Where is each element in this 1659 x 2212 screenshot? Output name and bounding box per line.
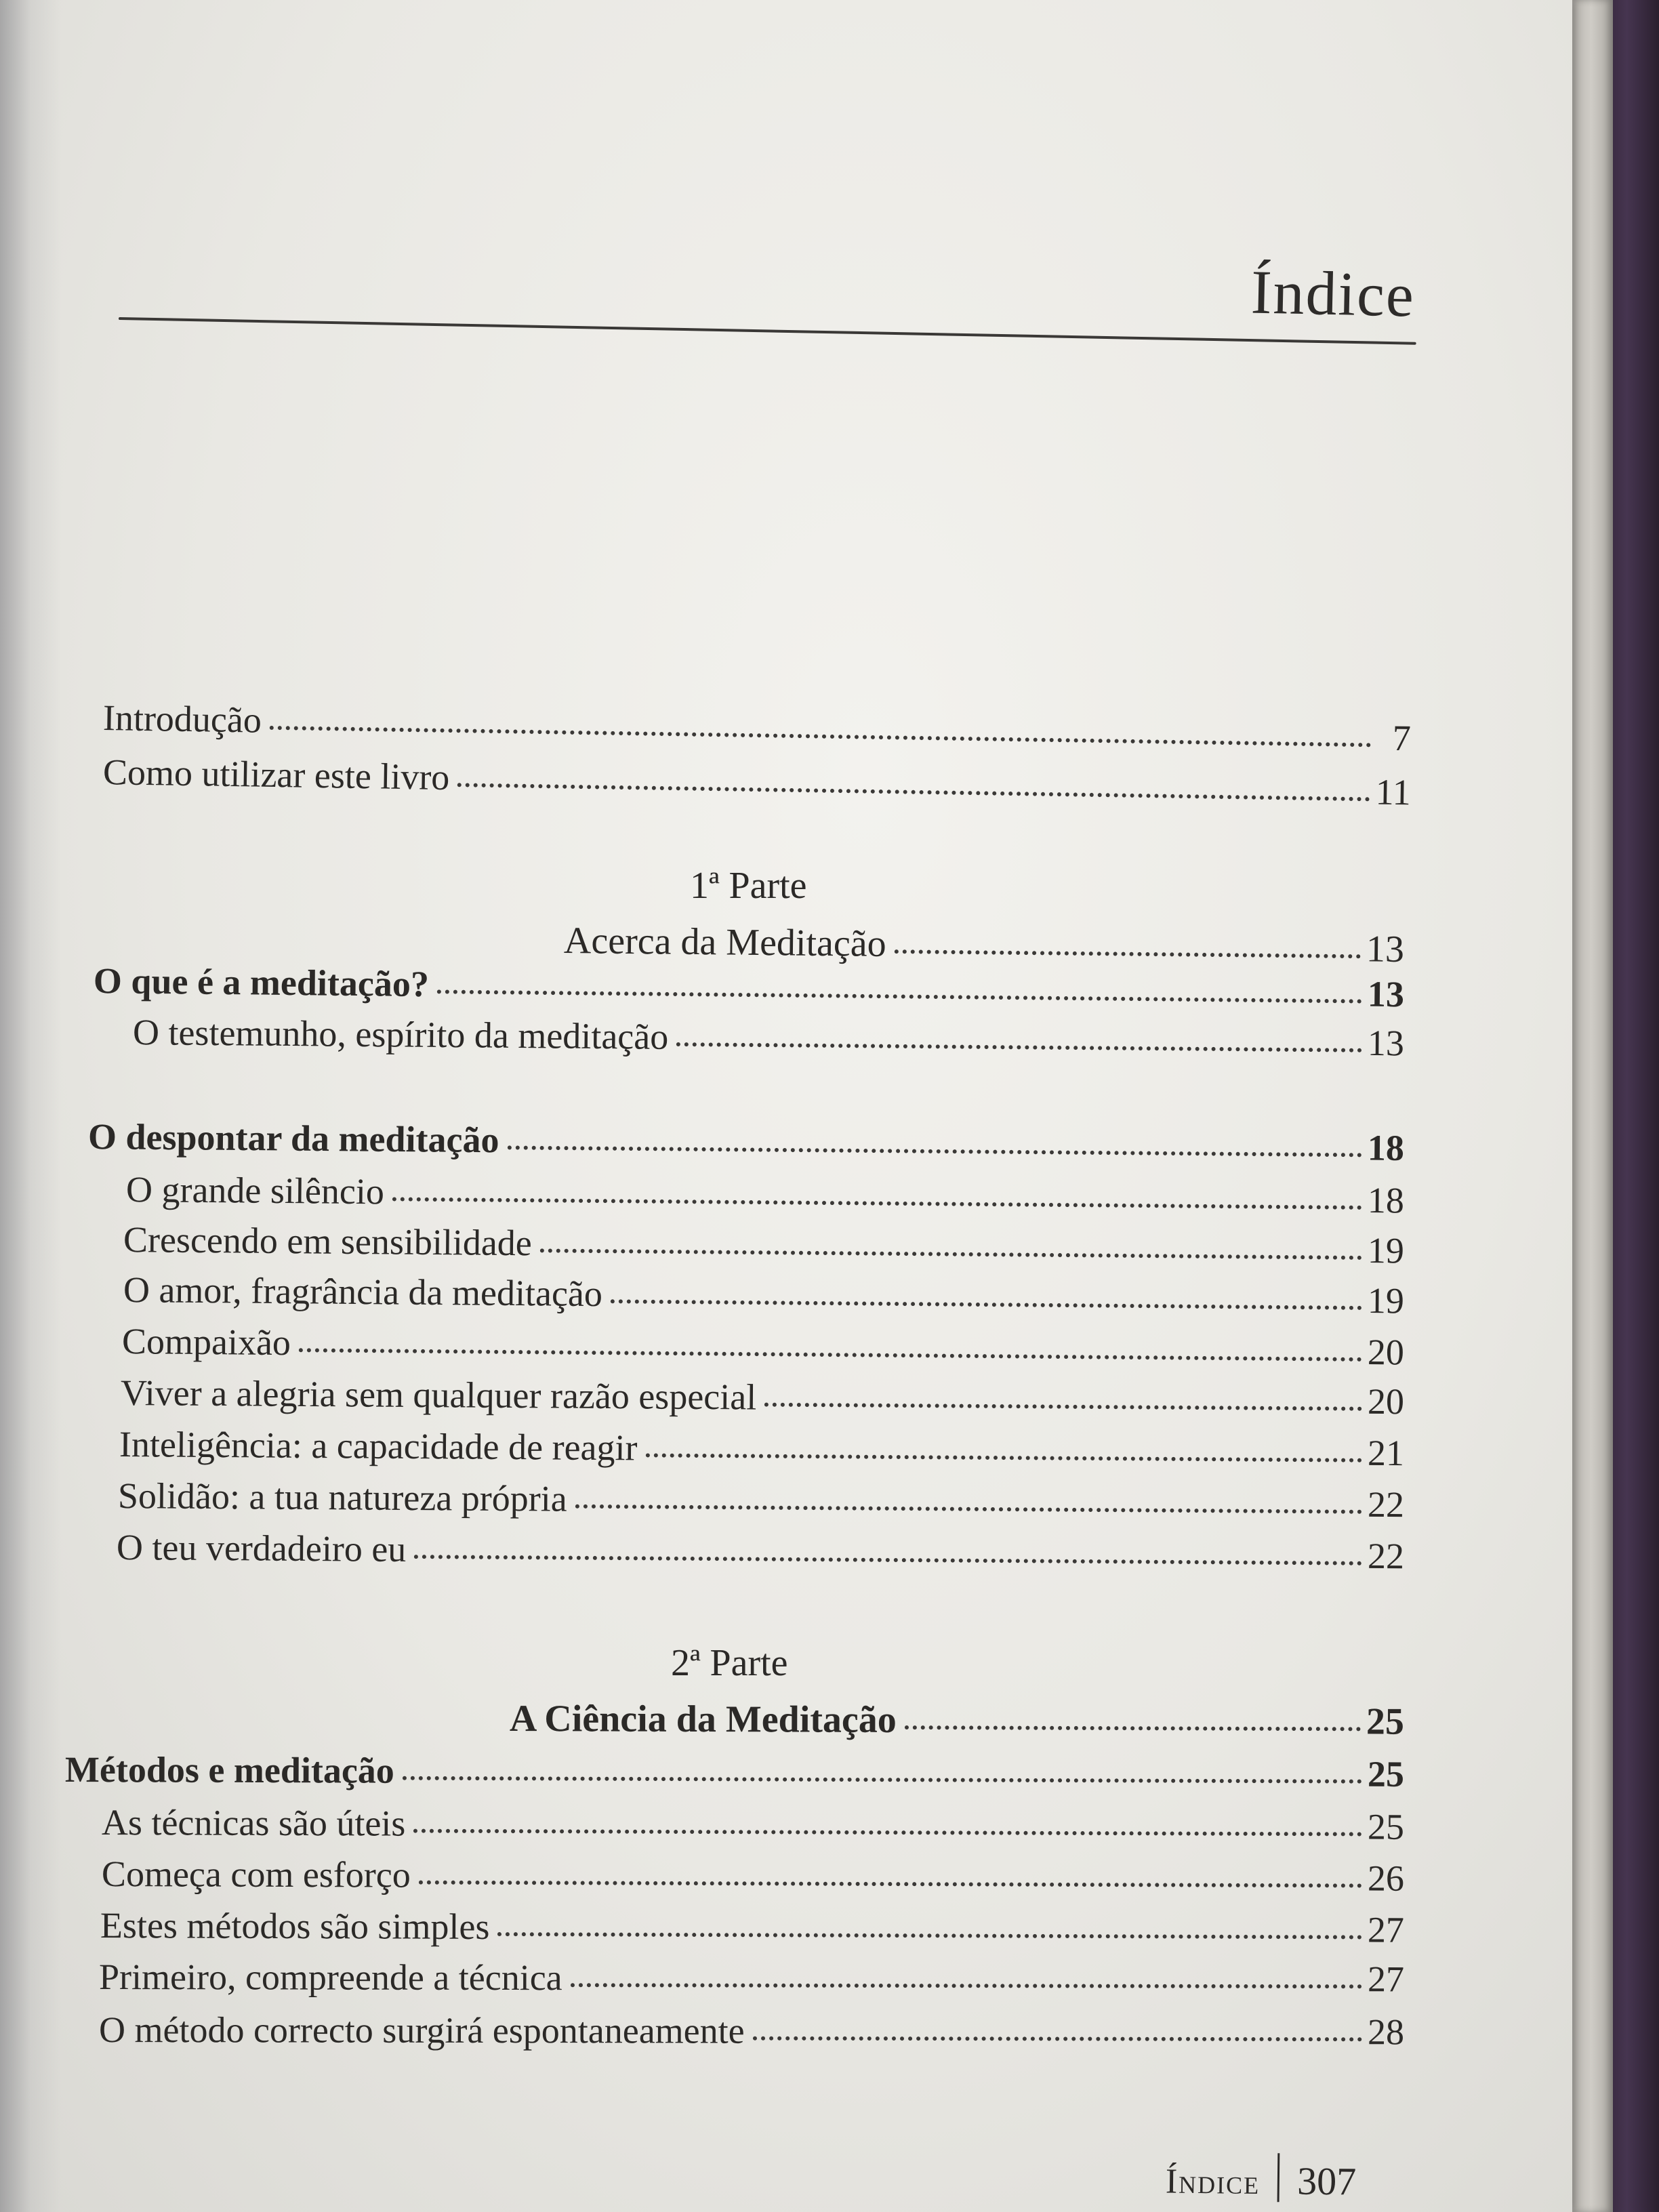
toc-section-label: O que é a meditação? (93, 960, 430, 1005)
dot-leader (753, 2036, 1362, 2042)
toc-entry-page: 20 (1367, 1332, 1405, 1373)
toc-entry-page: 19 (1367, 1230, 1405, 1271)
toc-entry-page: 7 (1392, 717, 1412, 759)
dot-leader (437, 989, 1362, 1003)
toc-entry-metodos-simples[interactable] (100, 1907, 1404, 1948)
dot-leader (905, 1725, 1361, 1731)
toc-entry-label: Inteligência: a capacidade de reagir (119, 1424, 638, 1469)
part-2-title-entry[interactable] (510, 1700, 1404, 1741)
dot-leader (507, 1145, 1361, 1157)
toc-entry-amor[interactable] (123, 1269, 1405, 1322)
toc-entry-page: 28 (1367, 2011, 1405, 2053)
footer-page-number: 307 (1296, 2158, 1357, 2204)
toc-entry-metodo-correcto[interactable] (98, 2009, 1405, 2053)
toc-entry-solidao[interactable] (118, 1477, 1404, 1523)
toc-entry-viver-alegria[interactable] (121, 1374, 1404, 1420)
dot-leader (270, 726, 1372, 747)
dot-leader (676, 1042, 1362, 1052)
toc-section-metodos[interactable] (65, 1751, 1404, 1793)
toc-entry-page: 11 (1375, 771, 1412, 813)
toc-entry-page: 22 (1367, 1483, 1405, 1525)
dot-leader (540, 1248, 1362, 1260)
toc-entry-page: 27 (1367, 1959, 1405, 2000)
toc-entry-page: 20 (1367, 1380, 1405, 1422)
toc-section-despontar[interactable] (88, 1118, 1404, 1166)
dot-leader (413, 1829, 1362, 1837)
toc-entry-comeca-esforco[interactable] (101, 1853, 1405, 1899)
toc-entry-grande-silencio[interactable] (125, 1169, 1405, 1221)
dot-leader (575, 1504, 1362, 1514)
toc-entry-page: 22 (1367, 1535, 1405, 1577)
dot-leader (414, 1555, 1362, 1565)
dot-leader (764, 1403, 1362, 1411)
part-title-label: A Ciência da Meditação (509, 1698, 897, 1741)
part-2-number: 2ª Parte (671, 1642, 788, 1684)
dot-leader (419, 1881, 1362, 1888)
toc-entry-label: Primeiro, compreende a técnica (98, 1957, 562, 1999)
toc-entry-compaixao[interactable] (122, 1323, 1404, 1371)
footer-label: Índice (1165, 2162, 1261, 2202)
dot-leader (571, 1983, 1362, 1988)
toc-entry-label: Estes métodos são simples (100, 1905, 490, 1948)
toc-entry-compreende-tecnica[interactable] (98, 1957, 1405, 2000)
toc-entry-label: Crescendo em sensibilidade (123, 1219, 533, 1264)
toc-entry-page: 25 (1367, 1806, 1405, 1847)
toc-entry-label: Como utilizar este livro (102, 752, 450, 798)
toc-entry-page: 13 (1366, 928, 1405, 970)
toc-entry-page: 18 (1367, 1179, 1405, 1221)
toc-entry-page: 25 (1366, 1700, 1405, 1743)
toc-entry-label: Viver a alegria sem qualquer razão especial (120, 1372, 757, 1418)
part-title-label: Acerca da Meditação (563, 920, 887, 965)
toc-entry-sensibilidade[interactable] (123, 1221, 1404, 1269)
toc-entry-label: O grande silêncio (125, 1169, 385, 1212)
toc-entry-page: 21 (1367, 1432, 1405, 1474)
dot-leader (645, 1453, 1361, 1462)
toc-section-label: Métodos e meditação (64, 1749, 394, 1791)
toc-section-o-que-e[interactable] (93, 960, 1405, 1015)
dot-leader (457, 783, 1370, 801)
dot-leader (611, 1299, 1362, 1310)
toc-entry-verdadeiro-eu[interactable] (116, 1527, 1405, 1577)
dot-leader (299, 1348, 1362, 1361)
toc-entry-label: Compaixão (121, 1321, 291, 1364)
toc-section-label: O despontar da meditação (87, 1116, 499, 1161)
page-title: Índice (1250, 257, 1416, 330)
toc-entry-label: O método correcto surgirá espontaneamente (98, 2009, 745, 2051)
toc-entry-page: 13 (1367, 1022, 1405, 1064)
toc-entry-label: O teu verdadeiro eu (116, 1527, 407, 1570)
toc-entry-tecnicas-uteis[interactable] (102, 1804, 1404, 1845)
toc-entry-label: Começa com esforço (101, 1853, 411, 1896)
toc-entry-introducao[interactable] (102, 697, 1412, 759)
part-1-title-entry[interactable] (564, 922, 1405, 968)
part-1-number: 1ª Parte (690, 865, 807, 907)
toc-entry-page: 27 (1367, 1909, 1405, 1950)
toc-entry-page: 25 (1367, 1753, 1405, 1795)
footer-divider (1277, 2153, 1280, 2202)
toc-entry-page: 13 (1367, 973, 1405, 1015)
toc-entry-label: Introdução (102, 697, 262, 741)
toc-entry-como-utilizar[interactable] (103, 754, 1412, 811)
toc-entry-testemunho[interactable] (132, 1012, 1405, 1064)
page-footer (1166, 2144, 1357, 2205)
dot-leader (895, 949, 1361, 958)
dot-leader (403, 1776, 1362, 1784)
toc-entry-label: Solidão: a tua natureza própria (117, 1475, 567, 1519)
toc-entry-page: 18 (1367, 1127, 1405, 1168)
toc-entry-label: As técnicas são úteis (101, 1802, 406, 1844)
dot-leader (497, 1932, 1362, 1939)
toc-entry-inteligencia[interactable] (119, 1424, 1405, 1474)
dot-leader (392, 1197, 1362, 1209)
toc-entry-page: 26 (1367, 1858, 1405, 1899)
toc-entry-label: O amor, fragrância da meditação (123, 1269, 603, 1315)
toc-entry-label: O testemunho, espírito da meditação (132, 1012, 669, 1057)
toc-entry-page: 19 (1367, 1280, 1405, 1322)
